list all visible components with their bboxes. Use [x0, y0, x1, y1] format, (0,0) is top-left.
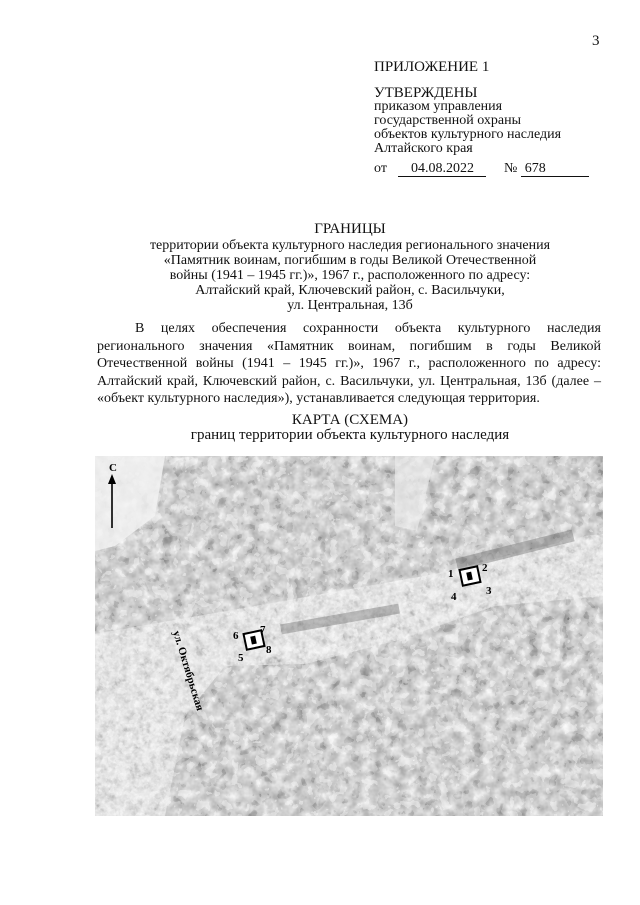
appendix-label: ПРИЛОЖЕНИЕ 1: [374, 59, 490, 75]
map-caption: [0, 413, 640, 443]
point-label: 8: [266, 644, 272, 656]
title-block: [0, 222, 640, 313]
aerial-map-image: [95, 456, 603, 816]
order-date: 04.08.2022: [398, 162, 486, 177]
approved-label: УТВЕРЖДЕНЫ: [374, 85, 478, 101]
map-caption-title: КАРТА (СХЕМА): [291, 412, 409, 428]
document-heading: ГРАНИЦЫ: [314, 221, 386, 237]
approval-line: объектов культурного наследия: [374, 127, 562, 142]
order-row: [374, 162, 589, 177]
order-from-label: от: [374, 161, 387, 176]
point-label: 1: [448, 568, 454, 580]
map-caption-subtitle: границ территории объекта культурного наследия: [190, 427, 510, 443]
point-label: 3: [486, 585, 492, 597]
approval-line: приказом управления: [374, 99, 503, 114]
approval-line: Алтайского края: [374, 141, 473, 156]
north-label: С: [109, 462, 117, 474]
aerial-map: [95, 456, 603, 816]
approval-block: [374, 60, 589, 177]
approval-line: государственной охраны: [374, 113, 522, 128]
title-line: войны (1941 – 1945 гг.)», 1967 г., расположенного по адресу:: [169, 268, 531, 283]
point-label: 5: [238, 652, 244, 664]
title-line: «Памятник воинам, погибшим в годы Великой Отечественной: [163, 253, 537, 268]
page-number: 3: [592, 33, 600, 49]
title-line: ул. Центральная, 13б: [287, 298, 413, 313]
body-paragraph: В целях обеспечения сохранности объекта культурного наследия регионального значения «Памятник воинам, погибшим в годы Великой Отечественной войны (1941 – 1945 гг.)», 1967 г., расположенного по адресу: Алтайский край, Ключевский район, с. Васильчуки, ул. Центральная, 13б (далее – «объект культурного наследия»), устанавливается следующая территория.: [97, 321, 601, 406]
order-number: 678: [521, 162, 589, 177]
point-label: 4: [451, 591, 457, 603]
point-label: 7: [260, 624, 266, 636]
title-line: территории объекта культурного наследия регионального значения: [149, 238, 551, 253]
point-label: 2: [482, 562, 488, 574]
title-line: Алтайский край, Ключевский район, с. Васильчуки,: [195, 283, 505, 298]
street-label: ул. Октябрьская: [170, 629, 206, 713]
point-label: 6: [233, 630, 239, 642]
order-number-label: №: [503, 161, 518, 176]
